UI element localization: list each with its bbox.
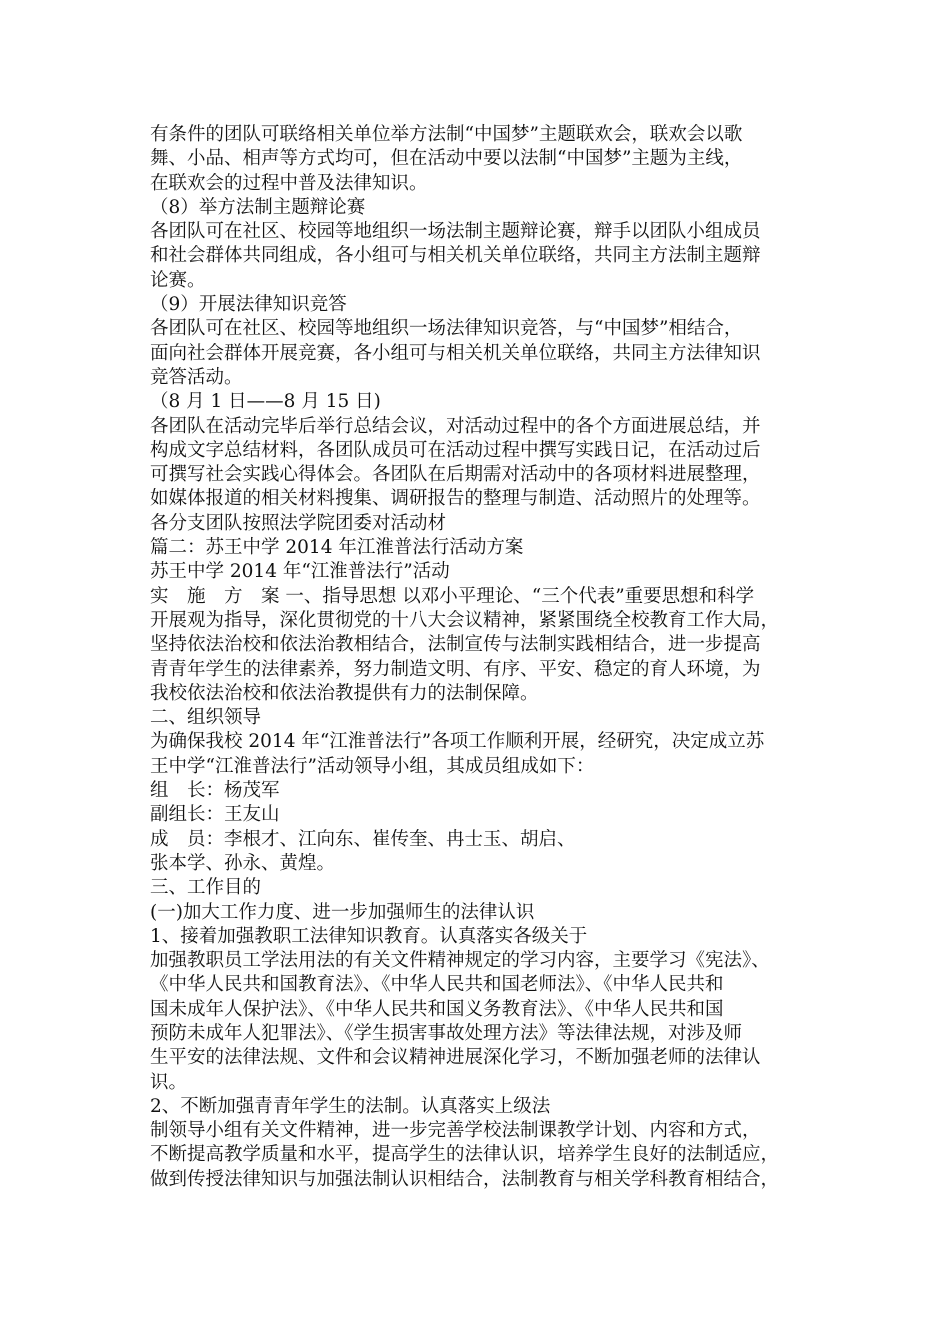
- text-line: 2、不断加强青青年学生的法制。认真落实上级法: [150, 1095, 551, 1117]
- section-heading: 二、组织领导: [150, 707, 262, 729]
- text-line: 舞、小品、相声等方式均可，但在活动中要以法制“中国梦”主题为主线，: [150, 148, 743, 170]
- section-heading: （8）举方法制主题辩论赛: [150, 196, 366, 218]
- text-line: 面向社会群体开展竞赛，各小组可与相关机关单位联络，共同主方法律知识: [150, 342, 761, 364]
- text-line: 构成文字总结材料，各团队成员可在活动过程中撰写实践日记，在活动过后: [150, 439, 761, 461]
- text-line: 预防未成年人犯罪法》、《学生损害事故处理方法》等法律法规，对涉及师: [150, 1022, 743, 1044]
- text-line: 坚持依法治校和依法治教相结合，法制宣传与法制实践相结合，进一步提高: [150, 634, 761, 656]
- text-line: 论赛。: [150, 269, 206, 291]
- text-line: 各分支团队按照法学院团委对活动材: [150, 512, 447, 534]
- text-line: 实 施 方 案 一、指导思想 以邓小平理论、“三个代表”重要思想和科学: [150, 585, 755, 607]
- text-line: 可撰写社会实践心得体会。各团队在后期需对活动中的各项材料进展整理，: [150, 464, 761, 486]
- member-line: 张本学、孙永、黄煌。: [150, 852, 336, 874]
- text-line: 加强教职员工学法用法的有关文件精神规定的学习内容，主要学习《宪法》、: [150, 950, 770, 972]
- text-line: 做到传授法律知识与加强法制认识相结合，法制教育与相关学科教育相结合，: [150, 1168, 780, 1190]
- text-line: 如媒体报道的相关材料搜集、调研报告的整理与制造、活动照片的处理等。: [150, 488, 761, 510]
- text-line: 各团队可在社区、校园等地组织一场法制主题辩论赛，辩手以团队小组成员: [150, 221, 761, 243]
- member-line: 成 员：李根才、江向东、崔传奎、冉士玉、胡启、: [150, 828, 576, 850]
- text-line: 1、接着加强教职工法律知识教育。认真落实各级关于: [150, 925, 588, 947]
- document-body: [150, 123, 800, 1192]
- subsection-heading: (一)加大工作力度、进一步加强师生的法律认识: [150, 901, 535, 923]
- section-heading: 三、工作目的: [150, 877, 262, 899]
- text-line: 我校依法治校和依法治教提供有力的法制保障。: [150, 682, 539, 704]
- member-line: 副组长：王友山: [150, 804, 280, 826]
- text-line: 不断提高教学质量和水平，提高学生的法律认识，培养学生良好的法制适应，: [150, 1144, 780, 1166]
- text-line: 为确保我校 2014 年“江淮普法行”各项工作顺利开展，经研究，决定成立苏: [150, 731, 765, 753]
- text-line: 青青年学生的法律素养，努力制造文明、有序、平安、稳定的育人环境，为: [150, 658, 761, 680]
- article-title: 篇二：苏王中学 2014 年江淮普法行活动方案: [150, 537, 524, 559]
- date-range: （8 月 1 日——8 月 15 日): [150, 391, 381, 413]
- text-line: 《中华人民共和国教育法》、《中华人民共和国老师法》、《中华人民共和: [150, 974, 724, 996]
- section-heading: （9）开展法律知识竞答: [150, 294, 347, 316]
- text-line: 各团队在活动完毕后举行总结会议，对活动过程中的各个方面进展总结，并: [150, 415, 761, 437]
- text-line: 各团队可在社区、校园等地组织一场法律知识竞答，与“中国梦”相结合，: [150, 318, 743, 340]
- text-line: 制领导小组有关文件精神，进一步完善学校法制课教学计划、内容和方式，: [150, 1120, 761, 1142]
- text-line: 王中学“江淮普法行”活动领导小组，其成员组成如下：: [150, 755, 595, 777]
- member-line: 组 长：杨茂军: [150, 780, 280, 802]
- text-line: 竞答活动。: [150, 366, 243, 388]
- text-line: 和社会群体共同组成，各小组可与相关机关单位联络，共同主方法制主题辩: [150, 245, 761, 267]
- text-line: 识。: [150, 1071, 188, 1093]
- article-subtitle: 苏王中学 2014 年“江淮普法行”活动: [150, 561, 450, 583]
- text-line: 有条件的团队可联络相关单位举方法制“中国梦”主题联欢会，联欢会以歌: [150, 124, 743, 145]
- text-line: 在联欢会的过程中普及法律知识。: [150, 172, 428, 194]
- text-line: 国未成年人保护法》、《中华人民共和国义务教育法》、《中华人民共和国: [150, 998, 724, 1020]
- text-line: 生平安的法律法规、文件和会议精神进展深化学习，不断加强老师的法律认: [150, 1047, 761, 1069]
- text-line: 开展观为指导，深化贯彻党的十八大会议精神，紧紧围绕全校教育工作大局，: [150, 609, 780, 631]
